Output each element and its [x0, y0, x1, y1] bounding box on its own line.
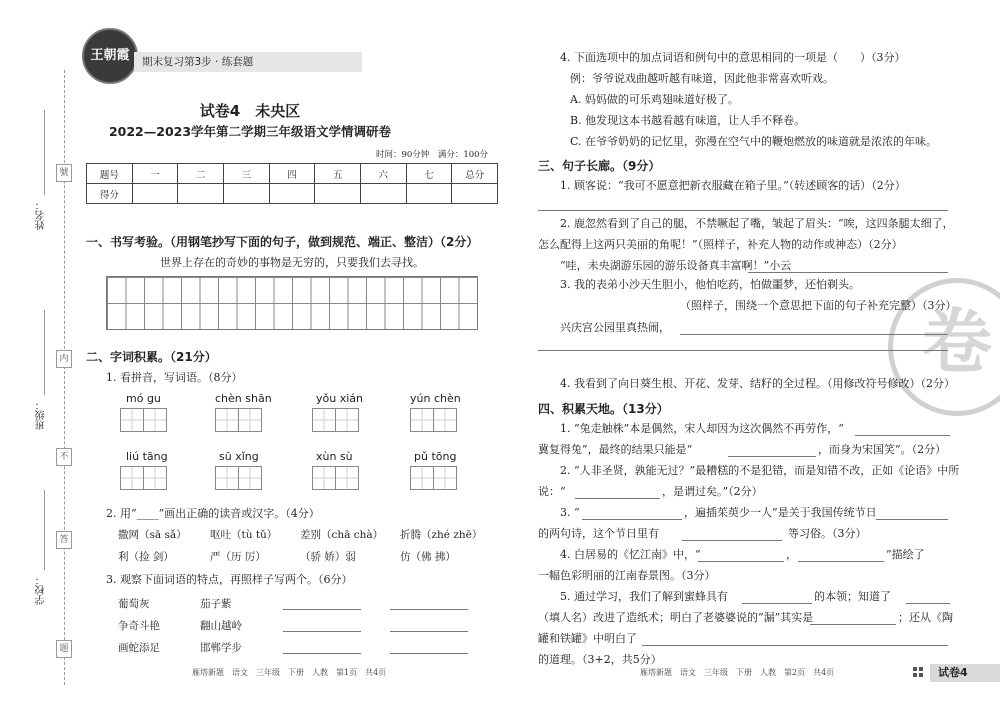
- binding-box-4: 答: [56, 531, 72, 549]
- table-cell: 五: [315, 164, 361, 184]
- s4-question-4-end: 一幅色彩明丽的江南春景图。（3分）: [538, 569, 716, 582]
- paper-tag: 试卷4: [930, 664, 1000, 682]
- s4-question-5-end: 的道理。（3+2，共5分）: [538, 653, 662, 666]
- section-1-title: 一、书写考验。（用钢笔抄写下面的句子，做到规范、端正、整洁）（2分）: [86, 235, 479, 249]
- q3-word: 茄子紫: [200, 598, 232, 610]
- table-cell: 七: [406, 164, 452, 184]
- q4-option-a[interactable]: A. 妈妈做的可乐鸡翅味道好极了。: [570, 93, 739, 106]
- s4-question-4: 4. 白居易的《忆江南》中，“: [560, 548, 701, 561]
- s3-question-3: 3. 我的表弟小沙天生胆小，他怕吃药，怕做噩梦，还怕剃头。: [560, 278, 860, 291]
- char-cell[interactable]: [238, 408, 262, 432]
- char-cell[interactable]: [335, 466, 359, 490]
- time-score: 时间：90分钟 满分：100分: [376, 150, 489, 160]
- table-cell: 三: [223, 164, 269, 184]
- score-table: [86, 163, 498, 204]
- answer-line[interactable]: [283, 653, 361, 654]
- char-cell[interactable]: [335, 408, 359, 432]
- school-label: 学校：: [36, 575, 47, 605]
- s4-question-5-cont2: ；还从《陶: [898, 611, 953, 624]
- q2-item: 严（历 厉）: [210, 551, 266, 563]
- binding-dashed-line: [64, 70, 65, 685]
- score-cell[interactable]: [360, 184, 406, 204]
- pinyin-group: yún chèn: [410, 392, 461, 432]
- pinyin-group: chèn shān: [215, 392, 272, 432]
- q2-item: 仿（佛 拂）: [400, 551, 456, 563]
- page-footer: 雁塔新题 语文 三年级 下册 人教 第1页 共4页: [192, 668, 387, 677]
- section-2-title: 二、字词积累。（21分）: [86, 350, 217, 364]
- table-cell: 题号: [87, 164, 133, 184]
- answer-line[interactable]: [538, 210, 948, 211]
- school-underline: [44, 490, 45, 570]
- q2-item: 撒网（sā sǎ）: [118, 529, 187, 541]
- q4-option-c[interactable]: C. 在爷爷奶奶的记忆里，弥漫在空气中的鞭炮燃放的味道就是浓浓的年味。: [570, 135, 938, 148]
- score-cell[interactable]: [406, 184, 452, 204]
- q3-word: 葡萄灰: [118, 598, 150, 610]
- publisher-logo: 王朝霞: [82, 28, 138, 84]
- s4-question-2-end: ，是谓过矣。”（2分）: [662, 485, 763, 498]
- s3-question-2-cont: 怎么配得上这两只美丽的角呢！”（照样子，补充人物的动作或神态）（2分）: [538, 238, 903, 251]
- q2-item: 折腾（zhé zhē）: [400, 529, 483, 541]
- q3-word: 翻山越岭: [200, 620, 242, 632]
- q2-item: 呕吐（tù tǔ）: [210, 529, 278, 541]
- answer-line[interactable]: [582, 519, 682, 520]
- answer-line[interactable]: [680, 334, 948, 335]
- answer-line[interactable]: [642, 645, 948, 646]
- question-1: 1. 看拼音，写词语。（8分）: [106, 371, 243, 384]
- char-cell[interactable]: [215, 408, 239, 432]
- char-cell[interactable]: [433, 466, 457, 490]
- table-cell: 四: [269, 164, 315, 184]
- corner-mark: [919, 667, 923, 671]
- review-banner: 期末复习第3步 · 练套题: [134, 52, 362, 72]
- corner-mark: [919, 673, 923, 677]
- answer-line[interactable]: [798, 561, 884, 562]
- s3-question-1: 1. 顾客说：“我可不愿意把新衣服藏在箱子里。”（转述顾客的话）（2分）: [560, 179, 906, 192]
- class-underline: [44, 310, 45, 395]
- s4-question-3-end: 等习俗。（3分）: [788, 527, 867, 540]
- s4-question-2-cont: 说：“: [538, 485, 566, 498]
- corner-mark: [913, 667, 917, 671]
- char-cell[interactable]: [238, 466, 262, 490]
- s4-question-1-cont: 冀复得兔”，最终的结果只能是“: [538, 443, 693, 456]
- question-2: 2. 用“____”画出正确的读音或汉字。（4分）: [106, 507, 320, 520]
- answer-line[interactable]: [283, 631, 361, 632]
- answer-line[interactable]: [698, 561, 784, 562]
- q4-option-b[interactable]: B. 他发现这本书越看越有味道，让人手不释卷。: [570, 114, 806, 127]
- answer-line[interactable]: [728, 456, 816, 457]
- writing-grid[interactable]: [106, 276, 478, 330]
- s3-question-4: 4. 我看到了向日葵生根、开花、发芽、结籽的全过程。（用修改符号修改）（2分）: [560, 377, 955, 390]
- score-cell[interactable]: [132, 184, 178, 204]
- binding-box-2: 内: [56, 350, 72, 368]
- answer-line[interactable]: [390, 653, 468, 654]
- s4-question-3-cont: 的两句诗，这个节日里有: [538, 527, 659, 540]
- page-footer: 雁塔新题 语文 三年级 下册 人教 第2页 共4页: [640, 668, 835, 677]
- answer-line[interactable]: [575, 498, 660, 499]
- pinyin-group: xùn sù: [312, 450, 358, 490]
- class-label: 班级：: [36, 400, 47, 430]
- score-table-score-row: [87, 184, 498, 204]
- q2-item: 差别（chā chà）: [300, 529, 384, 541]
- char-cell[interactable]: [312, 466, 336, 490]
- section-3-title: 三、句子长廊。（9分）: [538, 159, 661, 173]
- watermark-stamp: 卷: [888, 278, 1000, 416]
- char-cell[interactable]: [410, 466, 434, 490]
- q2-item: （骄 娇）弱: [300, 551, 356, 563]
- s4-question-3-mid: ，遍插茱萸少一人”是关于我国传统节日: [684, 506, 877, 519]
- s4-question-5-mid: 的本领；知道了: [814, 590, 891, 603]
- table-cell: 得分: [87, 184, 133, 204]
- q3-word: 画蛇添足: [118, 642, 160, 654]
- answer-line[interactable]: [748, 272, 948, 273]
- answer-line[interactable]: [283, 609, 361, 610]
- binding-box-3: 不: [56, 448, 72, 466]
- paper-title: 试卷4 未央区: [199, 102, 301, 120]
- s4-question-2: 2. “人非圣贤，孰能无过？”最糟糕的不是犯错，而是知错不改，正如《论语》中所: [560, 464, 960, 477]
- pinyin-group: yǒu xián: [312, 392, 363, 432]
- q2-item: 利（捡 剑）: [118, 551, 174, 563]
- answer-line[interactable]: [810, 624, 896, 625]
- corner-mark: [913, 673, 917, 677]
- char-cell[interactable]: [143, 466, 167, 490]
- char-cell[interactable]: [215, 466, 239, 490]
- s3-question-2: 2. 鹿忽然看到了自己的腿，不禁噘起了嘴，皱起了眉头：“唉，这四条腿太细了，: [560, 217, 954, 230]
- table-cell: 六: [360, 164, 406, 184]
- answer-line[interactable]: [876, 519, 948, 520]
- s4-question-3: 3. “: [560, 506, 580, 519]
- score-cell[interactable]: [178, 184, 224, 204]
- copy-sentence: 世界上存在的奇妙的事物是无穷的，只要我们去寻找。: [160, 256, 424, 269]
- answer-line[interactable]: [390, 631, 468, 632]
- score-cell[interactable]: [452, 184, 498, 204]
- question-3: 3. 观察下面词语的特点，再照样子写两个。（6分）: [106, 573, 353, 586]
- s3-question-3-prompt: 兴庆宫公园里真热闹，: [560, 321, 670, 334]
- score-table-header-row: [87, 164, 498, 184]
- char-cell[interactable]: [410, 408, 434, 432]
- score-cell[interactable]: [315, 184, 361, 204]
- answer-line[interactable]: [682, 540, 782, 541]
- s4-question-5: 5. 通过学习，我们了解到蜜蜂具有: [560, 590, 728, 603]
- binding-box-1: 號: [56, 164, 72, 182]
- s4-question-1-end: ，而身为宋国笑”。（2分）: [818, 443, 947, 456]
- s4-question-4-mid: ”描绘了: [886, 548, 925, 561]
- s3-question-2-prompt: “哇，未央湖游乐园的游乐设备真丰富啊！”小云: [560, 259, 792, 272]
- answer-line[interactable]: [390, 609, 468, 610]
- q4-example: 例：爷爷说戏曲越听越有味道，因此他非常喜欢听戏。: [570, 72, 834, 85]
- answer-line[interactable]: [906, 603, 950, 604]
- binding-box-5: 题: [56, 640, 72, 658]
- s3-question-3-instruction: （照样子，围绕一个意思把下面的句子补充完整）（3分）: [680, 299, 957, 312]
- score-cell[interactable]: [269, 184, 315, 204]
- char-cell[interactable]: [120, 466, 144, 490]
- s4-question-1: 1. “兔走触株”本是偶然，宋人却因为这次偶然不再劳作，“: [560, 422, 844, 435]
- right-page: [500, 0, 1000, 708]
- char-cell[interactable]: [143, 408, 167, 432]
- s4-question-5-cont3: 罐和铁罐》中明白了: [538, 632, 637, 645]
- table-cell: 二: [178, 164, 224, 184]
- name-label: 姓名：: [36, 200, 47, 230]
- pinyin-group: sū xǐng: [215, 450, 261, 490]
- question-4: 4. 下面选项中的加点词语和例句中的意思相同的一项是（ ）（3分）: [560, 51, 906, 64]
- answer-line[interactable]: [855, 435, 950, 436]
- s4-question-5-cont: （填人名）改进了造纸术；明白了老婆婆说的“漏”其实是: [538, 611, 814, 624]
- pinyin-group: liú tāng: [120, 450, 168, 490]
- char-cell[interactable]: [312, 408, 336, 432]
- char-cell[interactable]: [120, 408, 144, 432]
- q3-word: 争奇斗艳: [118, 620, 160, 632]
- pinyin-group: pǔ tōng: [410, 450, 456, 490]
- s4-question-4-comma: ，: [786, 548, 797, 561]
- char-cell[interactable]: [433, 408, 457, 432]
- table-cell: 一: [132, 164, 178, 184]
- q3-word: 邯郸学步: [200, 642, 242, 654]
- score-cell[interactable]: [223, 184, 269, 204]
- answer-line[interactable]: [538, 350, 948, 351]
- pinyin-group: mó gu: [120, 392, 166, 432]
- section-4-title: 四、积累天地。（13分）: [538, 402, 669, 416]
- answer-line[interactable]: [742, 603, 812, 604]
- table-cell: 总分: [452, 164, 498, 184]
- paper-subtitle: 2022—2023学年第二学期三年级语文学情调研卷: [108, 124, 392, 139]
